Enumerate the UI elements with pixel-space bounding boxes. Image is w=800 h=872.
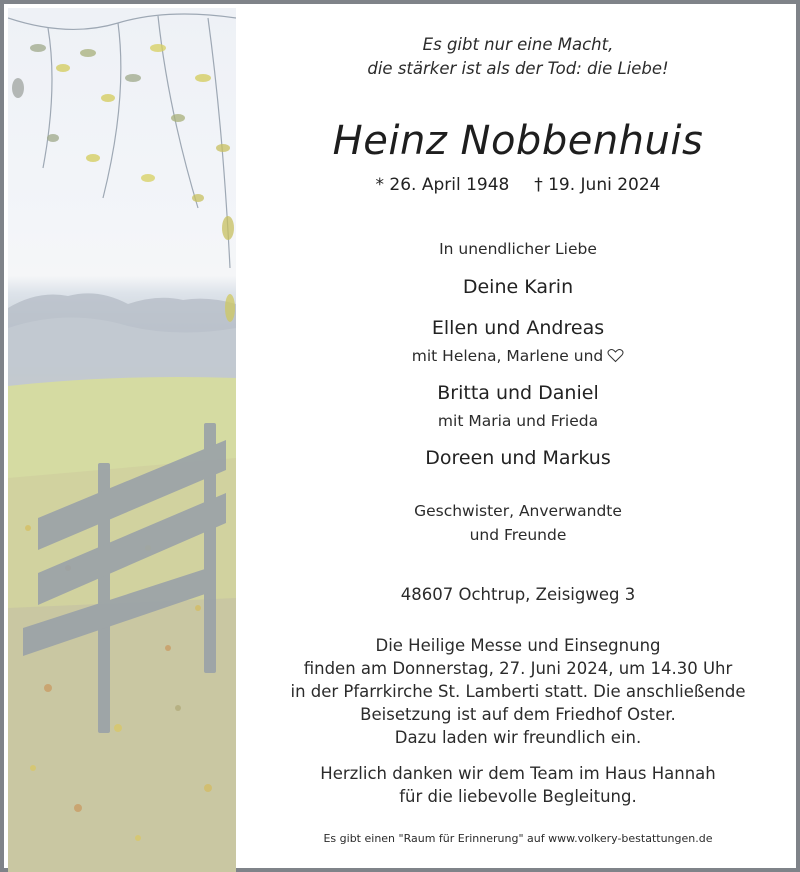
mourner-karin: Deine Karin xyxy=(462,276,574,298)
autumn-bench-photo xyxy=(8,8,236,872)
mourner-doreen-markus: Doreen und Markus xyxy=(425,447,611,469)
mourner-ellen-andreas: Ellen und Andreas xyxy=(431,317,605,339)
relatives-line-2: und Freunde xyxy=(469,526,567,544)
death-date: † 19. Juni 2024 xyxy=(534,175,661,195)
mourner-britta-daniel: Britta und Daniel xyxy=(437,382,599,404)
service-line-2: finden am Donnerstag, 27. Juni 2024, um 14.30 Uhr xyxy=(303,659,733,678)
life-dates xyxy=(236,175,800,195)
mourner-britta-daniel-children: mit Maria und Frieda xyxy=(437,412,599,430)
service-line-3: in der Pfarrkirche St. Lamberti statt. Die anschließende xyxy=(290,682,746,701)
motto-line-2: die stärker ist als der Tod: die Liebe! xyxy=(367,59,669,78)
thanks-line-2: für die liebevolle Begleitung. xyxy=(399,787,637,806)
deceased-name: Heinz Nobbenhuis xyxy=(332,118,704,164)
birth-date: * 26. April 1948 xyxy=(375,175,510,195)
relatives-line-1: Geschwister, Anverwandte xyxy=(414,502,622,520)
service-line-1: Die Heilige Messe und Einsegnung xyxy=(375,636,661,655)
landscape-illustration xyxy=(8,8,236,872)
footer-memorial-link[interactable]: Es gibt einen "Raum für Erinnerung" auf www.volkery-bestattungen.de xyxy=(323,832,713,845)
address: 48607 Ochtrup, Zeisigweg 3 xyxy=(400,585,636,604)
children-text: mit Helena, Marlene und xyxy=(411,347,604,365)
notice-text-column xyxy=(236,8,800,872)
service-line-4: Beisetzung ist auf dem Friedhof Oster. xyxy=(360,705,676,724)
thanks-line-1: Herzlich danken wir dem Team im Haus Hannah xyxy=(320,764,716,783)
service-line-5: Dazu laden wir freundlich ein. xyxy=(394,728,642,747)
heart-outline-icon xyxy=(607,348,624,367)
mourner-ellen-andreas-children xyxy=(236,347,800,367)
intro-text: In unendlicher Liebe xyxy=(439,240,597,258)
motto-line-1: Es gibt nur eine Macht, xyxy=(422,35,614,54)
